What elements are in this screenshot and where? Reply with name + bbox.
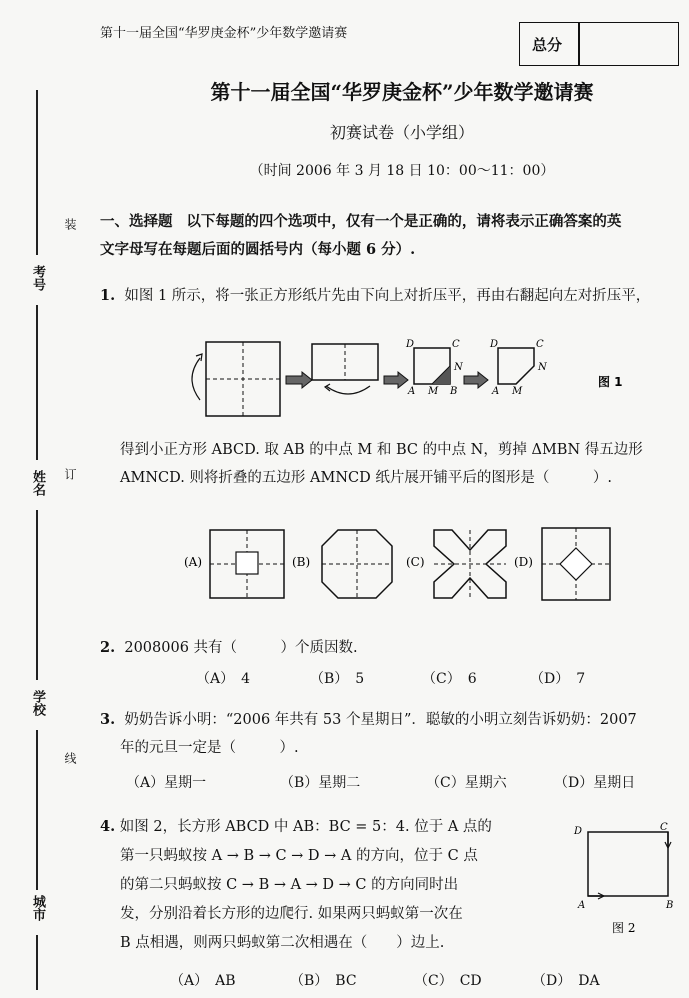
side-field-name: 姓名 xyxy=(30,470,45,496)
q4-option-c[interactable]: （C） CD xyxy=(414,973,482,989)
q3-option-c[interactable]: （C）星期六 xyxy=(426,775,507,791)
question-3-text xyxy=(100,706,682,762)
pentagon-point-d: D xyxy=(490,339,499,350)
figure-2 xyxy=(568,820,684,940)
side-mark-zhuang: 装 xyxy=(63,218,77,230)
option-d-figure xyxy=(542,528,610,600)
fig2-point-c: C xyxy=(660,822,668,833)
pentagon-point-c: C xyxy=(536,339,544,350)
q4-option-b[interactable]: （B） BC xyxy=(290,973,357,989)
point-n-label: N xyxy=(454,362,463,373)
question-1-line-c: AMNCD. 则将折叠的五边形 AMNCD 纸片展开铺平后的图形是（ ）. xyxy=(120,470,612,486)
figure-1-label: 图 1 xyxy=(598,375,623,389)
question-2-line: 2008006 共有（ ）个质因数. xyxy=(124,640,358,656)
section-instruction-a: 以下每题的四个选项中，仅有一个是正确的，请将表示正确答案的英 xyxy=(186,213,622,230)
question-4-text xyxy=(100,812,520,958)
exam-time: （时间 2006 年 3 月 18 日 10：00～11：00） xyxy=(249,163,555,179)
exam-title: 第十一届全国“华罗庚金杯”少年数学邀请赛 xyxy=(210,80,594,104)
question-1-text-bc xyxy=(120,436,682,492)
point-a-label: A xyxy=(408,386,416,397)
question-4-line-4: 发，分别沿着长方形的边爬行. 如果两只蚂蚁第一次在 xyxy=(120,906,463,922)
question-4-number: 4. xyxy=(100,818,116,835)
fold-step-4-pentagon xyxy=(489,339,548,397)
point-c-label: C xyxy=(452,339,460,350)
fig2-point-a: A xyxy=(578,900,586,911)
fold-step-1-square xyxy=(192,342,280,416)
option-a-label: (A) xyxy=(184,555,203,569)
section-instruction-b: 文字母写在每题后面的圆括号内（每小题 6 分）. xyxy=(100,241,416,258)
question-4-line-5: B 点相遇，则两只蚂蚁第二次相遇在（ ）边上. xyxy=(120,935,445,951)
side-field-city: 城市 xyxy=(30,895,45,921)
q2-option-b[interactable]: （B） 5 xyxy=(310,671,365,687)
fig2-point-d: D xyxy=(574,826,583,837)
side-mark-ding: 订 xyxy=(63,468,77,480)
side-field-school: 学校 xyxy=(30,690,45,716)
point-d-label: D xyxy=(406,339,415,350)
section-title: 一、选择题 xyxy=(100,213,173,230)
side-field-exam-number: 考号 xyxy=(30,265,45,291)
q2-option-d[interactable]: （D） 7 xyxy=(530,671,586,687)
question-3-options xyxy=(0,772,689,794)
q2-option-a[interactable]: （A） 4 xyxy=(196,671,251,687)
fold-step-3-square xyxy=(405,339,464,397)
total-score-label: 总分 xyxy=(532,36,563,54)
option-a-figure xyxy=(210,530,284,598)
question-2-text xyxy=(100,634,682,662)
q3-option-b[interactable]: （B）星期二 xyxy=(280,775,361,791)
question-1-line-a: 如图 1 所示，将一张正方形纸片先由下向上对折压平，再由右翻起向左对折压平， xyxy=(124,288,651,304)
option-c-label: (C) xyxy=(406,555,425,569)
total-score-box xyxy=(519,22,679,66)
side-mark-xian: 线 xyxy=(63,752,77,764)
q3-option-a[interactable]: （A）星期一 xyxy=(126,775,207,791)
point-m-label: M xyxy=(428,386,439,397)
question-4-line-3: 的第二只蚂蚁按 C → B → A → D → C 的方向同时出 xyxy=(120,877,459,893)
question-3-line-a: 奶奶告诉小明：“2006 年共有 53 个星期日”．聪敏的小明立刻告诉奶奶：2007 xyxy=(124,712,637,728)
arrow-2 xyxy=(384,372,408,388)
pentagon-point-a: A xyxy=(492,386,500,397)
rectangle-abcd xyxy=(588,832,668,896)
fold-step-2-rect xyxy=(312,344,378,394)
question-3-line-b: 年的元旦一定是（ ）. xyxy=(120,740,299,756)
question-1-options xyxy=(180,526,620,606)
question-2-options xyxy=(0,668,689,690)
q3-option-d[interactable]: （D）星期日 xyxy=(554,775,636,791)
point-b-label: B xyxy=(450,386,458,397)
pentagon-point-m: M xyxy=(512,386,523,397)
arrow-1 xyxy=(286,372,312,388)
option-b-label: (B) xyxy=(292,555,311,569)
figure-1 xyxy=(170,328,630,428)
exam-subtitle: 初赛试卷（小学组） xyxy=(329,123,474,142)
q4-option-d[interactable]: （D） DA xyxy=(532,973,600,989)
option-b-figure xyxy=(322,530,392,598)
section-instruction xyxy=(100,208,682,264)
question-1-line-b: 得到小正方形 ABCD. 取 AB 的中点 M 和 BC 的中点 N，剪掉 ΔMBN 得五边形 xyxy=(120,442,643,458)
arrow-3 xyxy=(464,372,488,388)
question-2-number: 2. xyxy=(100,639,116,656)
question-3-number: 3. xyxy=(100,711,116,728)
option-c-figure xyxy=(434,530,506,598)
header-small-title: 第十一届全国“华罗庚金杯”少年数学邀请赛 xyxy=(100,26,348,41)
option-d-label: (D) xyxy=(514,555,533,569)
q4-option-a[interactable]: （A） AB xyxy=(170,973,236,989)
question-4-options xyxy=(0,970,689,992)
question-4-line-2: 第一只蚂蚁按 A → B → C → D → A 的方向，位于 C 点 xyxy=(120,848,478,864)
fig2-point-b: B xyxy=(666,900,674,911)
figure-2-label: 图 2 xyxy=(612,921,636,935)
question-4-line-1: 如图 2，长方形 ABCD 中 AB：BC = 5：4. 位于 A 点的 xyxy=(119,819,492,835)
q2-option-c[interactable]: （C） 6 xyxy=(422,671,477,687)
pentagon-point-n: N xyxy=(538,362,547,373)
question-1-text-a xyxy=(100,282,682,310)
question-1-number: 1. xyxy=(100,287,116,304)
